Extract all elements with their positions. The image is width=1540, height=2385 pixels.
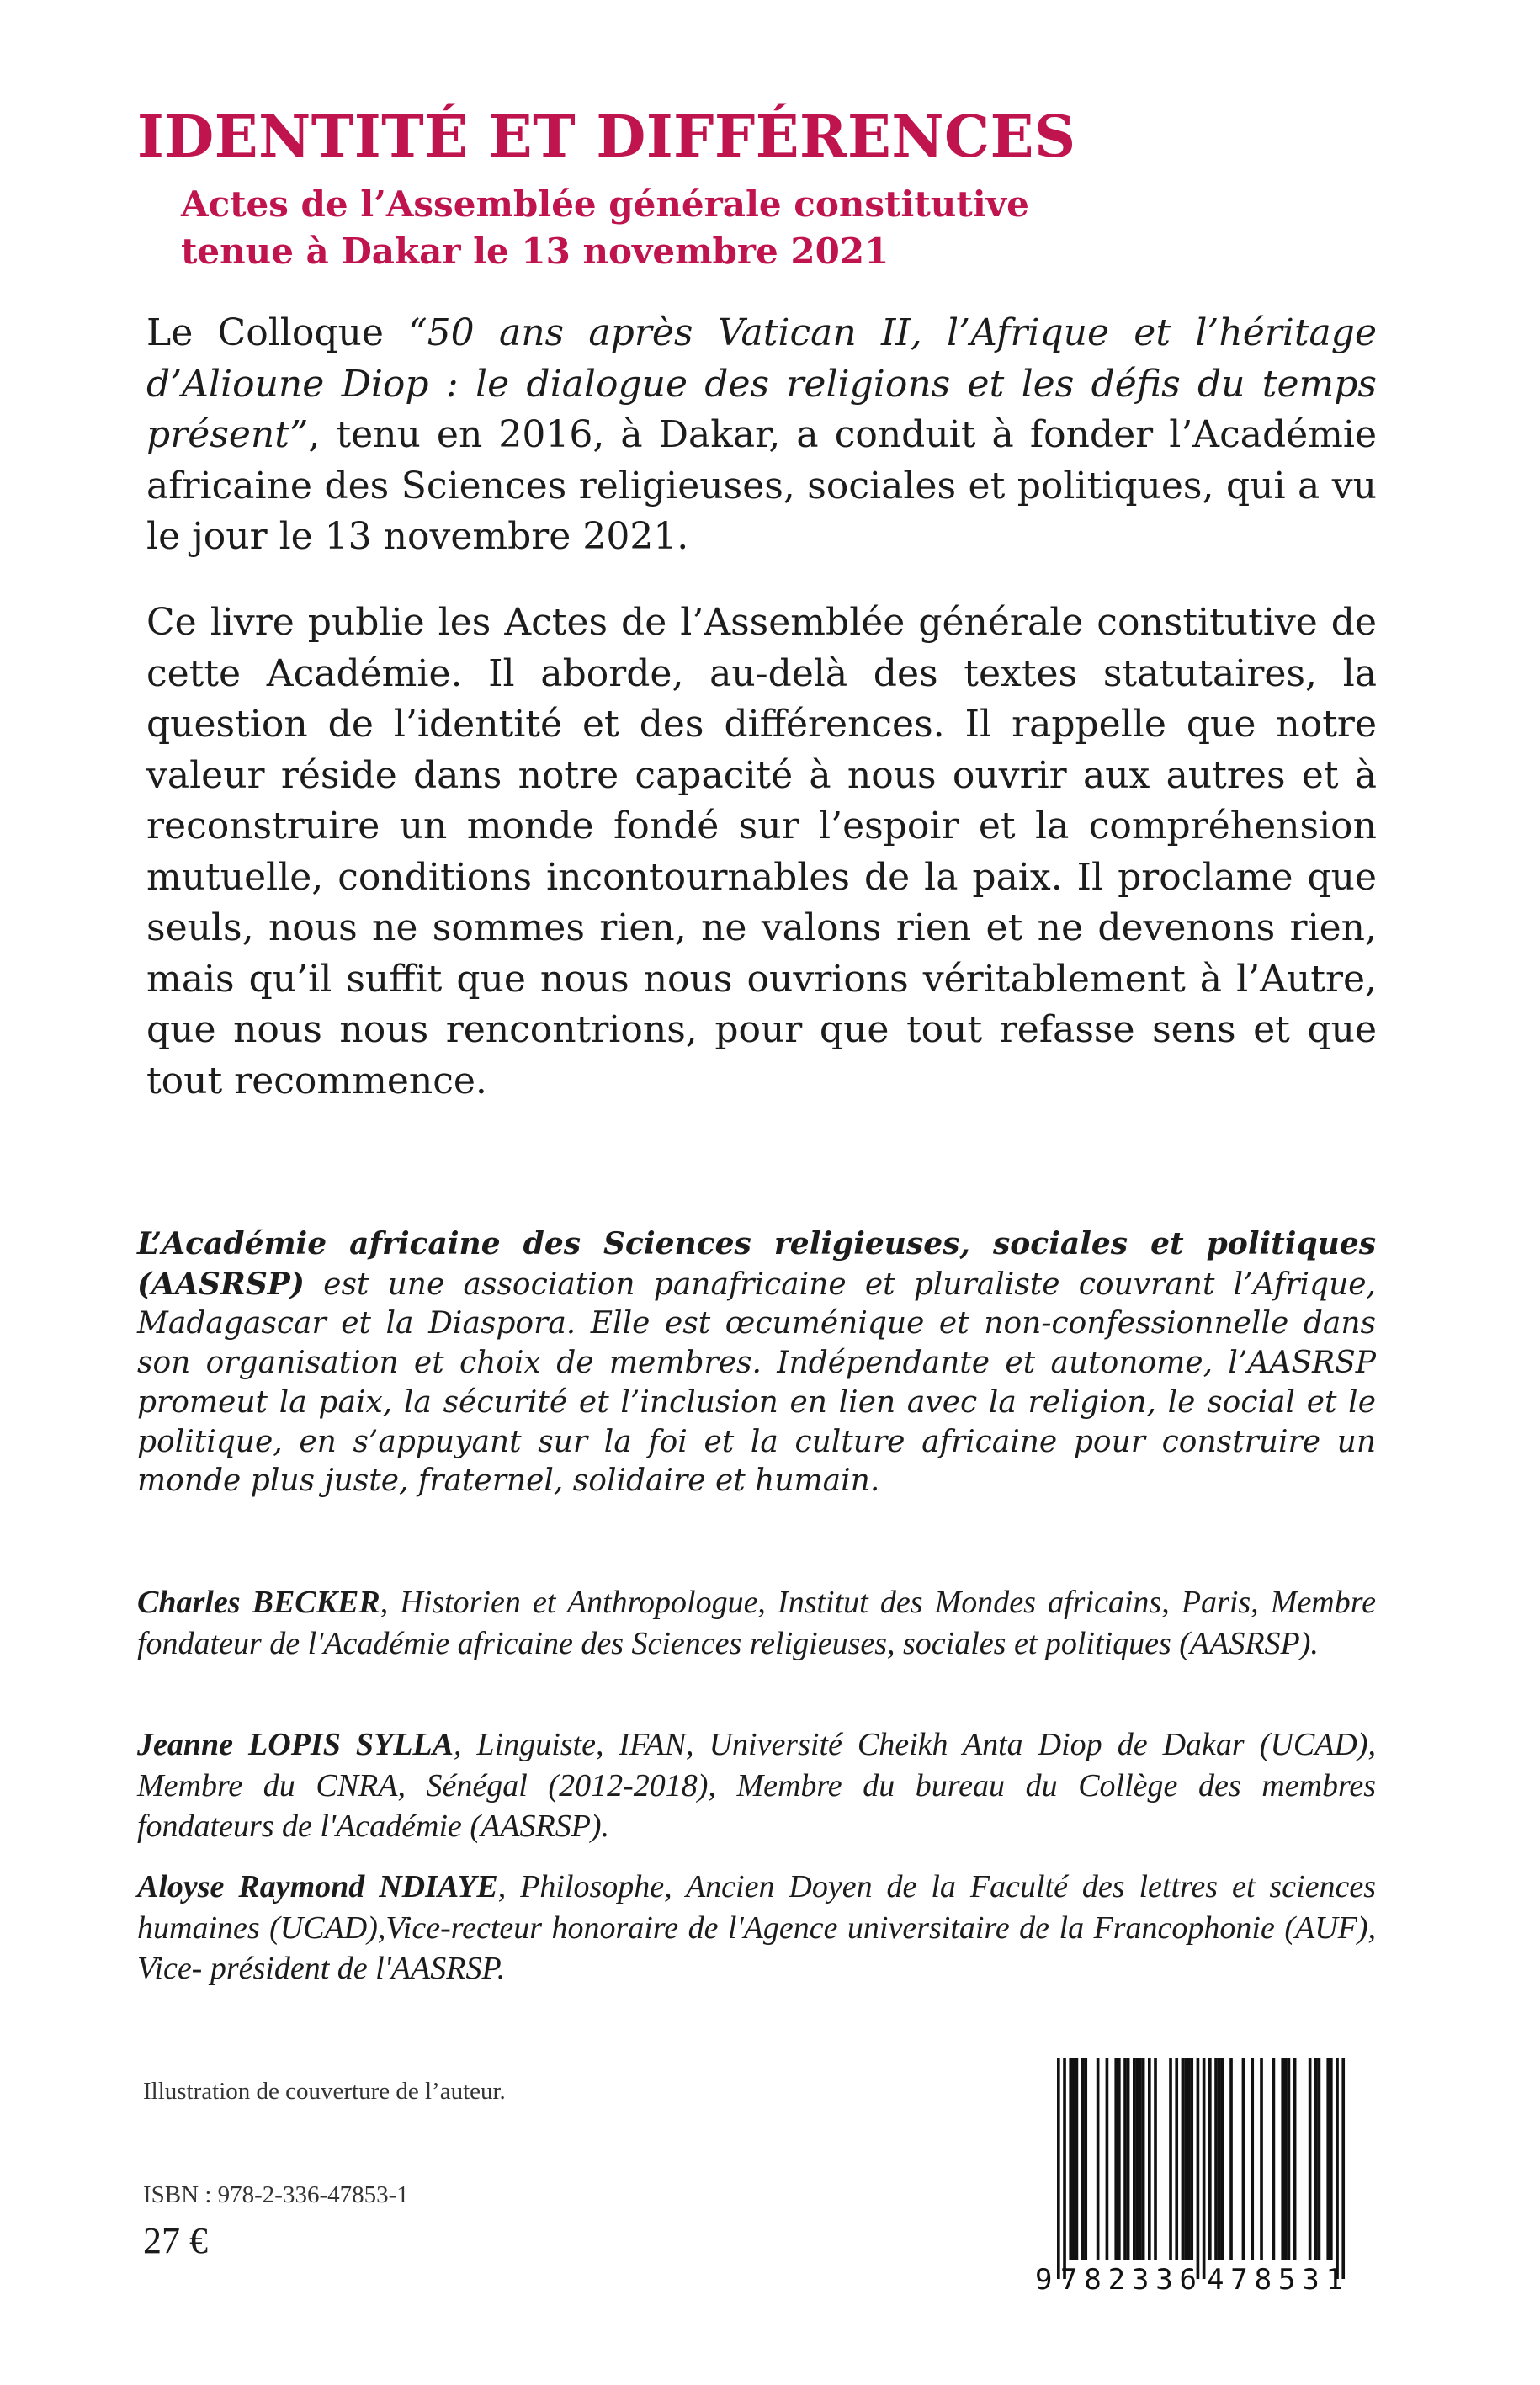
- barcode-bar: [1127, 2058, 1130, 2260]
- paragraph-1-suffix: , tenu en 2016, à Dakar, a conduit à fonder l’Académie africaine des Sciences religieuses, sociales et politiques, qui a vu le jour le 13 novembre 2021.: [146, 413, 1377, 558]
- barcode-bar: [1272, 2058, 1276, 2260]
- isbn-barcode: [1027, 2052, 1363, 2296]
- author-name-3: Aloyse Raymond NDIAYE: [137, 1869, 498, 1904]
- barcode-bar: [1197, 2058, 1200, 2279]
- author-name-1: Charles BECKER: [137, 1585, 380, 1620]
- barcode-bar: [1114, 2058, 1118, 2260]
- association-text: est une association panafricaine et pluraliste couvrant l’Afrique, Madagascar et la Diaspora. Elle est œcuménique et non-confessionnelle dans son organisation et choix de membres. Indépendante et autonome, l’AASRSP promeut la paix, la sécurité et l’inclusion en lien avec la religion, le social et le politique, en s’appuyant sur la foi et la culture africaine pour construire un monde plus juste, fraternel, solidaire et humain.: [137, 1267, 1376, 1499]
- barcode-bar: [1341, 2058, 1345, 2279]
- barcode-bar: [1293, 2058, 1297, 2260]
- barcode-bar: [1123, 2058, 1127, 2260]
- author-details-1: , Historien et Anthropologue, Institut des Mondes africains, Paris, Membre fondateur de l'Académie africaine des Sciences religieuses, sociales et politiques (AASRSP).: [137, 1585, 1376, 1661]
- subtitle-line-1: Actes de l’Assemblée générale constitutive: [181, 183, 1029, 225]
- subtitle-line-2: tenue à Dakar le 13 novembre 2021: [181, 231, 889, 272]
- barcode-bar: [1203, 2058, 1206, 2279]
- author-bio-1: [137, 1582, 1376, 1664]
- barcode-bar: [1084, 2058, 1087, 2260]
- barcode-digits-right: 478531: [1207, 2263, 1343, 2296]
- barcode-bar: [1133, 2058, 1136, 2260]
- barcode-bar: [1309, 2058, 1312, 2260]
- author-bio-3: [137, 1867, 1376, 1989]
- barcode-bar: [1081, 2058, 1085, 2260]
- paragraph-1-prefix: Le Colloque: [146, 311, 409, 354]
- barcode-bar: [1175, 2058, 1178, 2260]
- barcode-bar: [1139, 2058, 1142, 2260]
- barcode-bar: [1063, 2058, 1066, 2279]
- barcode-bar: [1190, 2058, 1193, 2260]
- isbn-number: ISBN : 978-2-336-47853-1: [143, 2181, 409, 2208]
- barcode-graphic: [1027, 2052, 1363, 2296]
- barcode-bar: [1187, 2058, 1191, 2260]
- association-description: [137, 1224, 1376, 1501]
- barcode-bar: [1148, 2058, 1151, 2260]
- barcode-bar: [1142, 2058, 1145, 2260]
- author-bio-2: [137, 1724, 1376, 1847]
- barcode-bar: [1251, 2058, 1254, 2260]
- barcode-digits-left: 782336: [1060, 2263, 1197, 2296]
- barcode-bar: [1154, 2058, 1157, 2260]
- barcode-bar: [1242, 2058, 1245, 2260]
- barcode-bar: [1260, 2058, 1263, 2260]
- barcode-bar: [1220, 2058, 1224, 2260]
- summary-paragraph-2: Ce livre publie les Actes de l’Assemblée générale constitutive de cette Académie. Il aborde, au-delà des textes statutaires, la question de l’identité et des différences. Il rappelle que notre valeur réside dans notre capacité à nous ouvrir aux autres et à reconstruire un monde fondé sur l’espoir et la compréhension mutuelle, conditions incontournables de la paix. Il proclame que seuls, nous ne sommes rien, ne valons rien et ne devenons rien, mais qu’il suffit que nous nous ouvrions véritablement à l’Autre, que nous nous rencontrions, pour que tout refasse sens et que tout recommence.: [146, 601, 1377, 1102]
- barcode-bar: [1169, 2058, 1172, 2260]
- barcode-bar: [1069, 2058, 1072, 2260]
- barcode-bar: [1136, 2058, 1139, 2260]
- barcode-bar: [1214, 2058, 1218, 2260]
- barcode-digit-first: 9: [1035, 2263, 1053, 2296]
- barcode-bar: [1326, 2058, 1330, 2260]
- book-price: 27 €: [143, 2220, 208, 2261]
- barcode-bar: [1075, 2058, 1079, 2260]
- association-name: L’Académie africaine des Sciences religieuses, sociales et politiques (AASRSP): [137, 1226, 1376, 1302]
- barcode-bar: [1314, 2058, 1318, 2260]
- barcode-bar: [1336, 2058, 1339, 2279]
- author-details-2: , Linguiste, IFAN, Université Cheikh Anta Diop de Dakar (UCAD), Membre du CNRA, Sénégal (2012-2018), Membre du bureau du Collège des membres fondateurs de l'Académie (AASRSP).: [137, 1727, 1377, 1844]
- barcode-bar: [1330, 2058, 1333, 2260]
- book-subtitle: [181, 181, 1401, 275]
- barcode-bar: [1218, 2058, 1221, 2260]
- barcode-bar: [1229, 2058, 1233, 2260]
- barcode-bar: [1318, 2058, 1321, 2260]
- author-name-2: Jeanne LOPIS SYLLA: [137, 1727, 454, 1762]
- barcode-bar: [1288, 2058, 1291, 2260]
- barcode-bar: [1057, 2058, 1060, 2279]
- book-title: IDENTITÉ ET DIFFÉRENCES: [137, 104, 1076, 171]
- barcode-bar: [1118, 2058, 1121, 2260]
- barcode-bar: [1097, 2058, 1100, 2260]
- barcode-bar: [1281, 2058, 1284, 2260]
- barcode-bar: [1072, 2058, 1075, 2260]
- barcode-bar: [1284, 2058, 1288, 2260]
- barcode-bar: [1106, 2058, 1109, 2260]
- barcode-bar: [1208, 2058, 1212, 2260]
- barcode-bar: [1184, 2058, 1187, 2260]
- summary-paragraph-1: [146, 308, 1377, 563]
- colloquium-title: “50 ans après Vatican II, l’Afrique et l’héritage d’Alioune Diop : le dialogue des religions et les défis du temps présent”: [146, 311, 1377, 456]
- author-details-3: , Philosophe, Ancien Doyen de la Faculté des lettres et sciences humaines (UCAD),Vice-recteur honoraire de l'Agence universitaire de la Francophonie (AUF), Vice- président de l'AASRSP.: [137, 1869, 1377, 1986]
- barcode-bar: [1182, 2058, 1185, 2260]
- barcode-bars: [1057, 2058, 1345, 2279]
- cover-illustration-credit: Illustration de couverture de l’auteur.: [143, 2078, 506, 2105]
